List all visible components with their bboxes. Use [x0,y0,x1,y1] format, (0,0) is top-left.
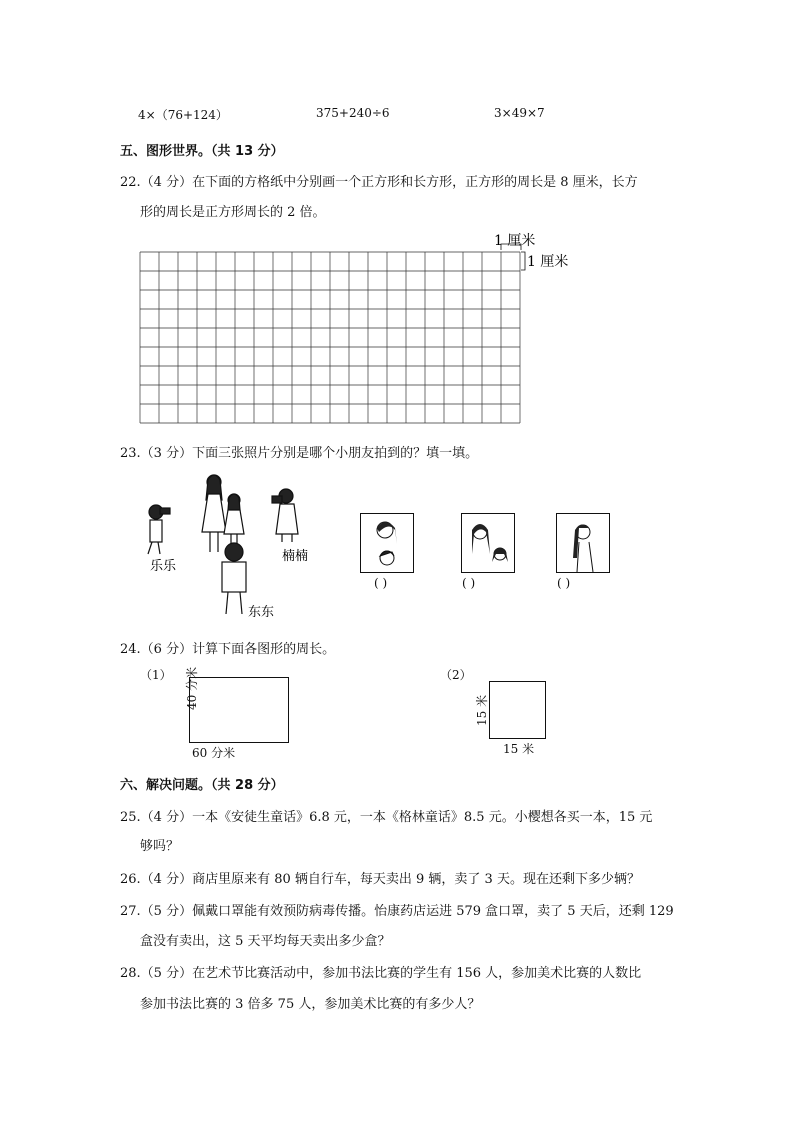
expression-2: 375+240÷6 [316,106,390,120]
square-width-label: 15 米 [503,742,535,756]
scale-label-horizontal: 1 厘米 [494,233,536,249]
scale-bracket-vertical [521,252,525,270]
q22-line2: 形的周长是正方形周长的 2 倍。 [140,205,326,220]
child-nannan-figure [272,489,298,542]
q22-line1: 22.（4 分）在下面的方格纸中分别画一个正方形和长方形，正方形的周长是 8 厘米，长方 [120,175,638,190]
name-nannan: 楠楠 [282,549,309,564]
photo-2 [461,513,515,573]
rect-height-label: 40 分米 [185,666,199,710]
child-dongdong-figure [222,543,246,614]
fig2-label: （2） [440,668,472,682]
expression-3: 3×49×7 [494,106,545,120]
section-5-title: 五、图形世界。（共 13 分） [120,144,284,159]
scale-label-vertical: 1 厘米 [527,254,569,270]
q24-text: 24.（6 分）计算下面各图形的周长。 [120,642,336,657]
q27-line1: 27.（5 分）佩戴口罩能有效预防病毒传播。怡康药店运进 579 盒口罩，卖了 5 天后，还剩 129 [120,904,674,919]
q26-line1: 26.（4 分）商店里原来有 80 辆自行车，每天卖出 9 辆，卖了 3 天。现在还剩下多少辆？ [120,872,640,887]
q23-text: 23.（3 分）下面三张照片分别是哪个小朋友拍到的？填一填。 [120,446,479,461]
expression-1: 4×（76+124） [138,108,228,122]
square-figure [489,681,546,739]
blank-photo-3[interactable]: ( ) [557,576,571,590]
square-height-label: 15 米 [475,694,489,726]
photo-3 [556,513,610,573]
blank-photo-1[interactable]: ( ) [374,576,388,590]
q28-line1: 28.（5 分）在艺术节比赛活动中，参加书法比赛的学生有 156 人，参加美术比赛的人数比 [120,966,642,981]
rectangle-figure [189,677,289,743]
fig1-label: （1） [140,668,172,682]
children-illustration [138,470,348,620]
q25-line2: 够吗？ [140,839,180,854]
q28-line2: 参加书法比赛的 3 倍多 75 人，参加美术比赛的有多少人？ [140,997,481,1012]
child-lele-figure [148,505,170,554]
q25-line1: 25.（4 分）一本《安徒生童话》6.8 元，一本《格林童话》8.5 元。小樱想各买一本，15 元 [120,810,653,825]
girls-figure [202,475,244,552]
photo-1 [360,513,414,573]
name-lele: 乐乐 [150,559,177,574]
q27-line2: 盒没有卖出，这 5 天平均每天卖出多少盒？ [140,934,391,949]
rect-width-label: 60 分米 [192,746,236,760]
section-6-title: 六、解决问题。（共 28 分） [120,778,284,793]
name-dongdong: 东东 [248,605,275,620]
grid-paper[interactable] [138,228,598,428]
blank-photo-2[interactable]: ( ) [462,576,476,590]
